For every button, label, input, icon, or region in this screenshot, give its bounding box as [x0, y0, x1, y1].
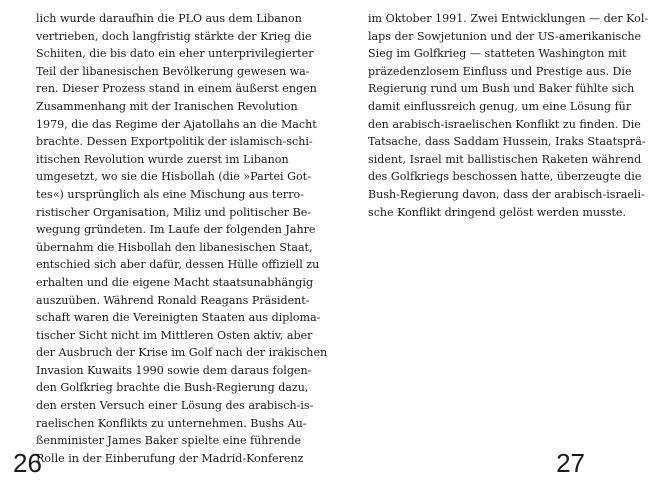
text-line: im Oktober 1991. Zwei Entwicklungen — der Kol- [368, 12, 648, 25]
text-line: Rolle in der Einberufung der Madrid-Konferenz [36, 451, 304, 465]
text-line: umgesetzt, wo sie die Hisbollah (die »Partei Got- [36, 170, 311, 184]
text-line: Tatsache, dass Saddam Hussein, Iraks Staatsprä- [368, 135, 646, 149]
text-line: sident, Israel mit ballistischen Raketen während [368, 152, 642, 166]
text-line: 1979, die das Regime der Ajatollahs an die Macht [36, 117, 317, 131]
text-line: entschied sich aber dafür, dessen Hülle offiziell zu [36, 258, 320, 272]
text-line: Zusammenhang mit der Iranischen Revolution [36, 99, 298, 113]
text-line: laps der Sowjetunion und der US-amerikanische [368, 29, 642, 43]
text-line: damit einflussreich genug, um eine Lösung für [368, 99, 632, 113]
text-line: lich wurde daraufhin die PLO aus dem Libanon [36, 12, 302, 25]
text-line: präzedenzlosem Einfluss und Prestige aus. Die [368, 64, 632, 78]
left-page-text [36, 10, 328, 467]
text-line: des Golfkriegs beschossen hatte, überzeugte die [368, 170, 642, 184]
text-line: den arabisch-israelischen Konflikt zu finden. Die [368, 117, 641, 131]
text-line: tes«) ursprünglich als eine Mischung aus terro- [36, 187, 304, 201]
page-number-left: 26 [13, 448, 42, 478]
text-line: Bush-Regierung davon, dass der arabisch-israeli- [368, 187, 645, 201]
text-line: brachte. Dessen Exportpolitik der islamisch-schi- [36, 135, 313, 149]
text-line: auszuüben. Während Ronald Reagans Präsident- [36, 293, 310, 307]
text-line: erhalten und die eigene Macht staatsunabhängig [36, 275, 314, 289]
text-line: sche Konflikt dringend gelöst werden musste. [368, 205, 627, 219]
text-line: raelischen Konflikts zu unternehmen. Bushs Au- [36, 416, 307, 430]
text-line: ren. Dieser Prozess stand in einem äußerst engen [36, 82, 317, 96]
page-number-right: 27 [556, 448, 585, 478]
text-line: den Golfkrieg brachte die Bush-Regierung dazu, [36, 381, 309, 395]
text-line: Regierung rund um Bush und Baker fühlte sich [368, 82, 635, 96]
text-line: übernahm die Hisbollah den libanesischen Staat, [36, 240, 313, 254]
text-line: Schiiten, die bis dato ein eher unterprivilegierter [36, 47, 314, 61]
text-line: Invasion Kuwaits 1990 sowie dem daraus folgen- [36, 363, 312, 377]
text-line: den ersten Versuch einer Lösung des arabisch-is- [36, 399, 314, 413]
text-line: vertrieben, doch langfristig stärkte der Krieg die [36, 29, 312, 43]
right-page-text [368, 10, 648, 221]
text-line: tischer Sicht nicht im Mittleren Osten aktiv, aber [36, 328, 313, 342]
text-line: wegung gründeten. Im Laufe der folgenden Jahre [36, 223, 316, 237]
text-line: schaft waren die Vereinigten Staaten aus diploma- [36, 311, 321, 325]
text-line: itischen Revolution wurde zuerst im Libanon [36, 152, 289, 166]
text-line: Sieg im Golfkrieg — statteten Washington mit [368, 47, 627, 61]
text-line: ßenminister James Baker spielte eine führende [36, 434, 302, 448]
text-line: der Ausbruch der Krise im Golf nach der irakischen [36, 346, 328, 360]
text-line: ristischer Organisation, Miliz und politischer Be- [36, 205, 312, 219]
text-line: Teil der libanesischen Bevölkerung gewesen wa- [36, 64, 310, 78]
